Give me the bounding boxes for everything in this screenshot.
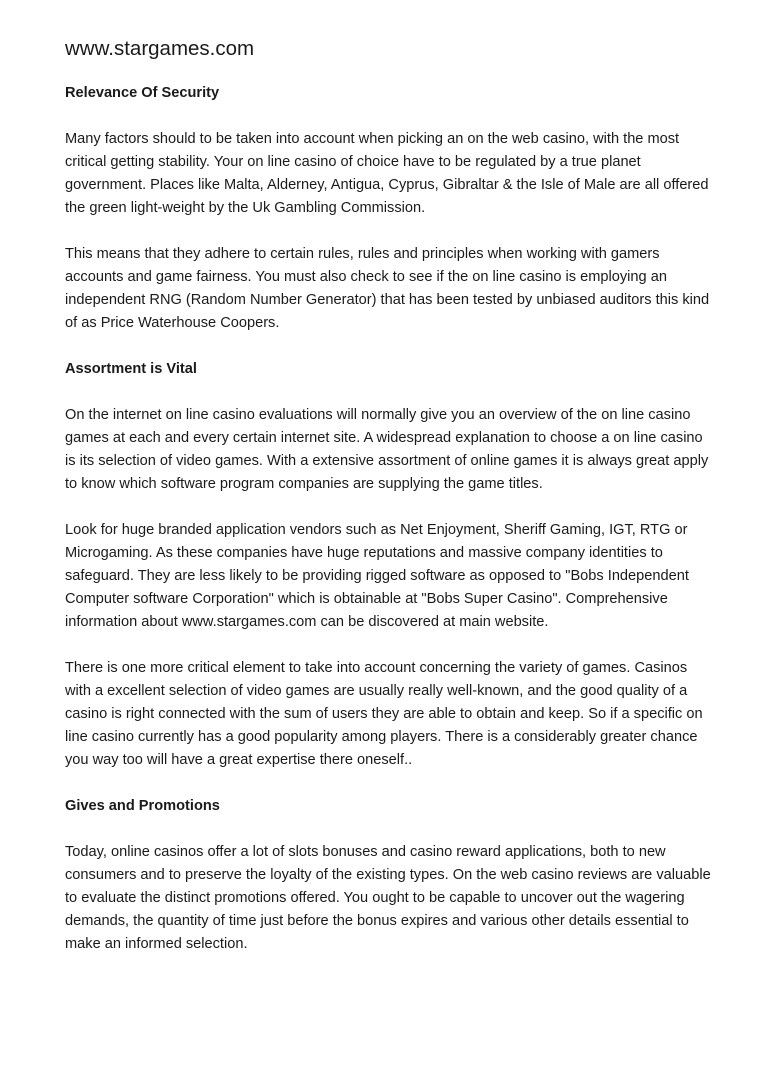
document-page xyxy=(65,36,715,979)
paragraph: Today, online casinos offer a lot of slots bonuses and casino reward applications, both to new consumers and to preserve the loyalty of the existing types. On the web casino reviews are valuable to evaluate the distinct promotions offered. You ought to be capable to uncover out the wagering demands, the quantity of time just before the bonus expires and various other details essential to make an informed selection. xyxy=(65,844,711,952)
paragraph: There is one more critical element to take into account concerning the variety of games. Casinos with a excellent selection of video games are usually really well-known, and the good quality of a casino is right connected with the sum of users they are able to obtain and keep. So if a specific on line casino currently has a good popularity among players. There is a considerably greater chance you way too will have a great expertise there oneself.. xyxy=(65,660,703,768)
paragraph: Look for huge branded application vendors such as Net Enjoyment, Sheriff Gaming, IGT, RTG or Microgaming. As these companies have huge reputations and massive company identities to safeguard. They are less likely to be providing rigged software as opposed to "Bobs Independent Computer software Corporation" which is obtainable at "Bobs Super Casino". Comprehensive information about www.stargames.com can be discovered at main website. xyxy=(65,522,689,630)
paragraph: This means that they adhere to certain rules, rules and principles when working with gamers accounts and game fairness. You must also check to see if the on line casino is employing an independent RNG (Random Number Generator) that has been tested by unbiased auditors this kind of as Price Waterhouse Coopers. xyxy=(65,246,710,331)
section-heading-promotions: Gives and Promotions xyxy=(65,798,220,814)
paragraph: Many factors should to be taken into account when picking an on the web casino, with the most critical getting stability. Your on line casino of choice have to be regulated by a true planet government. Places like Malta, Alderney, Antigua, Cyprus, Gibraltar & the Isle of Male are all offered the green light-weight by the Uk Gambling Commission. xyxy=(65,131,709,216)
section-assortment xyxy=(65,358,715,772)
section-promotions xyxy=(65,795,715,956)
document-title: www.stargames.com xyxy=(65,37,255,60)
section-heading-assortment: Assortment is Vital xyxy=(65,361,197,377)
paragraph: On the internet on line casino evaluations will normally give you an overview of the on line casino games at each and every certain internet site. A widespread explanation to choose a on line casino is its selection of video games. With a extensive assortment of online games it is always great apply to know which software program companies are supplying the game titles. xyxy=(65,407,709,492)
section-heading-security: Relevance Of Security xyxy=(65,85,220,101)
section-security xyxy=(65,82,715,335)
